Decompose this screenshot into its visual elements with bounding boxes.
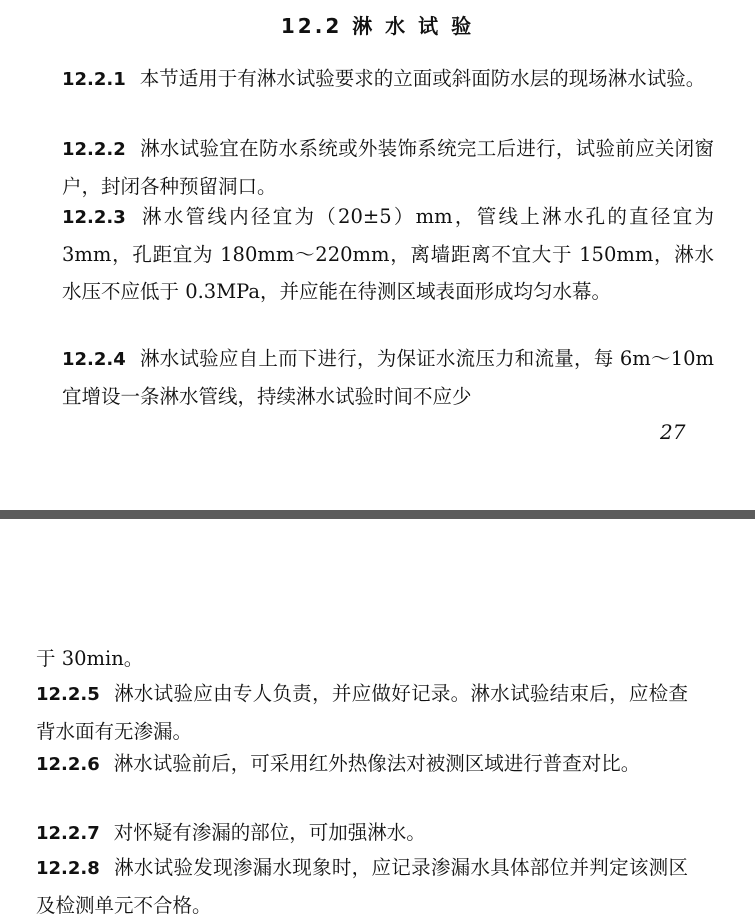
page-number: 27 [660,420,686,444]
clause-text: 淋水管线内径宜为（20±5）mm，管线上淋水孔的直径宜为 3mm，孔距宜为 180mm～220mm，离墙距离不宜大于 150mm，淋水水压不应低于 0.3MPa，并应能在待测区域表面形成均匀水幕。 [62,205,714,303]
clause-text: 对怀疑有渗漏的部位，可加强淋水。 [113,821,426,844]
clause-12-2-1 [62,60,714,98]
clause-number: 12.2.2 [62,139,126,160]
clause-text: 淋水试验应由专人负责，并应做好记录。淋水试验结束后，应检查背水面有无渗漏。 [36,682,688,743]
clause-number: 12.2.3 [62,207,126,228]
clause-12-2-2 [62,130,714,205]
clause-number: 12.2.4 [62,349,126,370]
clause-number: 12.2.6 [36,754,100,775]
clause-number: 12.2.1 [62,69,126,90]
clause-number: 12.2.7 [36,823,100,844]
clause-number: 12.2.8 [36,858,100,879]
clause-text: 淋水试验应自上而下进行，为保证水流压力和流量，每 6m～10m 宜增设一条淋水管线，持续淋水试验时间不应少 [62,347,714,408]
clause-text: 淋水试验前后，可采用红外热像法对被测区域进行普查对比。 [113,752,641,775]
clause-number: 12.2.5 [36,684,100,705]
clause-12-2-4 [62,340,714,415]
section-title: 12.2 淋 水 试 验 [280,14,475,38]
clause-text: 淋水试验发现渗漏水现象时，应记录渗漏水具体部位并判定该测区及检测单元不合格。 [36,856,688,917]
continuation-text: 于 30min。 [36,647,144,670]
clause-12-2-3 [62,198,714,310]
clause-12-2-6 [36,745,688,783]
clause-12-2-5 [36,675,688,750]
clause-text: 淋水试验宜在防水系统或外装饰系统完工后进行，试验前应关闭窗户，封闭各种预留洞口。 [62,137,714,198]
clause-12-2-8 [36,849,688,924]
clause-12-2-7 [36,814,688,852]
clause-text: 本节适用于有淋水试验要求的立面或斜面防水层的现场淋水试验。 [139,67,706,90]
page-divider [0,510,755,519]
